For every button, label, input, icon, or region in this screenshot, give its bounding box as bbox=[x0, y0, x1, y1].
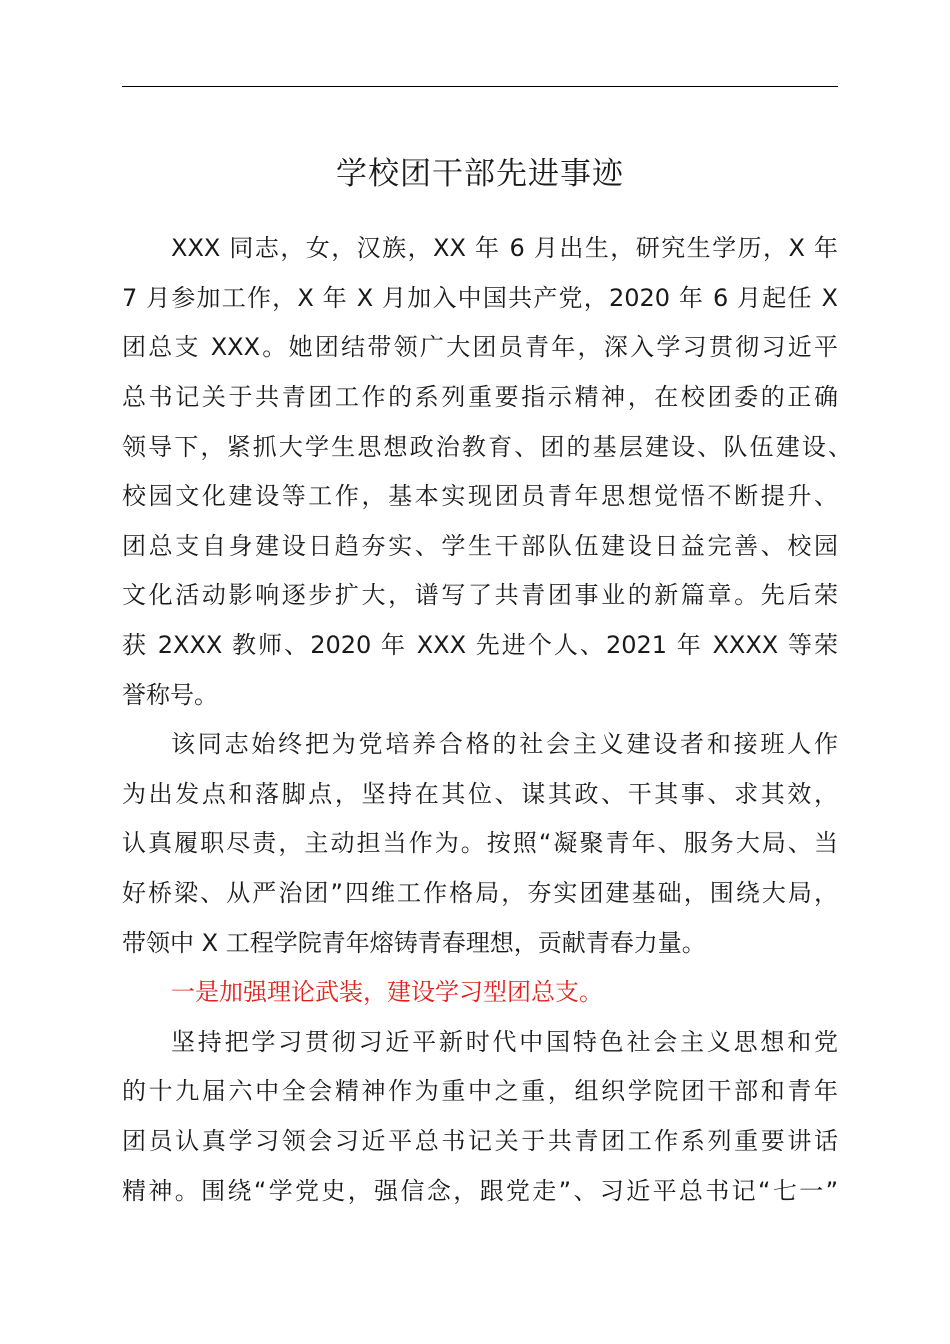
paragraph-line: 为出发点和落脚点，坚持在其位、谋其政、干其事、求其效， bbox=[122, 780, 838, 808]
paragraph-line: 领导下，紧抓大学生思想政治教育、团的基层建设、队伍建设、 bbox=[122, 433, 852, 461]
paragraph-line: XXX 同志，女，汉族，XX 年 6 月出生，研究生学历，X 年 bbox=[171, 234, 838, 262]
paragraph-line: 带领中 X 工程学院青年熔铸青春理想，贡献青春力量。 bbox=[122, 929, 706, 957]
section-heading: 一是加强理论武装，建设学习型团总支。 bbox=[171, 978, 603, 1006]
header-rule bbox=[122, 86, 838, 87]
document-title: 学校团干部先进事迹 bbox=[336, 156, 624, 192]
paragraph-line: 的十九届六中全会精神作为重中之重，组织学院团干部和青年 bbox=[122, 1077, 838, 1105]
paragraph-line: 7 月参加工作，X 年 X 月加入中国共产党，2020 年 6 月起任 X bbox=[122, 284, 838, 312]
paragraph-line: 总书记关于共青团工作的系列重要指示精神，在校团委的正确 bbox=[122, 383, 838, 411]
paragraph-line: 团总支自身建设日趋夯实、学生干部队伍建设日益完善、校园 bbox=[122, 532, 838, 560]
paragraph-line: 认真履职尽责，主动担当作为。按照“凝聚青年、服务大局、当 bbox=[122, 829, 838, 857]
paragraph-line: 获 2XXX 教师、2020 年 XXX 先进个人、2021 年 XXXX 等荣 bbox=[122, 631, 838, 659]
paragraph-line: 文化活动影响逐步扩大，谱写了共青团事业的新篇章。先后荣 bbox=[122, 581, 838, 609]
paragraph-line: 坚持把学习贯彻习近平新时代中国特色社会主义思想和党 bbox=[171, 1028, 838, 1056]
paragraph-line: 团总支 XXX。她团结带领广大团员青年，深入学习贯彻习近平 bbox=[122, 333, 838, 361]
paragraph-line: 该同志始终把为党培养合格的社会主义建设者和接班人作 bbox=[171, 730, 838, 758]
paragraph-line: 好桥梁、从严治团”四维工作格局，夯实团建基础，围绕大局， bbox=[122, 879, 838, 907]
paragraph-line: 团员认真学习领会习近平总书记关于共青团工作系列重要讲话 bbox=[122, 1127, 838, 1155]
paragraph-line: 校园文化建设等工作，基本实现团员青年思想觉悟不断提升、 bbox=[122, 482, 838, 510]
paragraph-line: 精神。围绕“学党史，强信念，跟党走”、习近平总书记“七一” bbox=[122, 1177, 838, 1205]
paragraph-line: 誉称号。 bbox=[122, 681, 218, 709]
